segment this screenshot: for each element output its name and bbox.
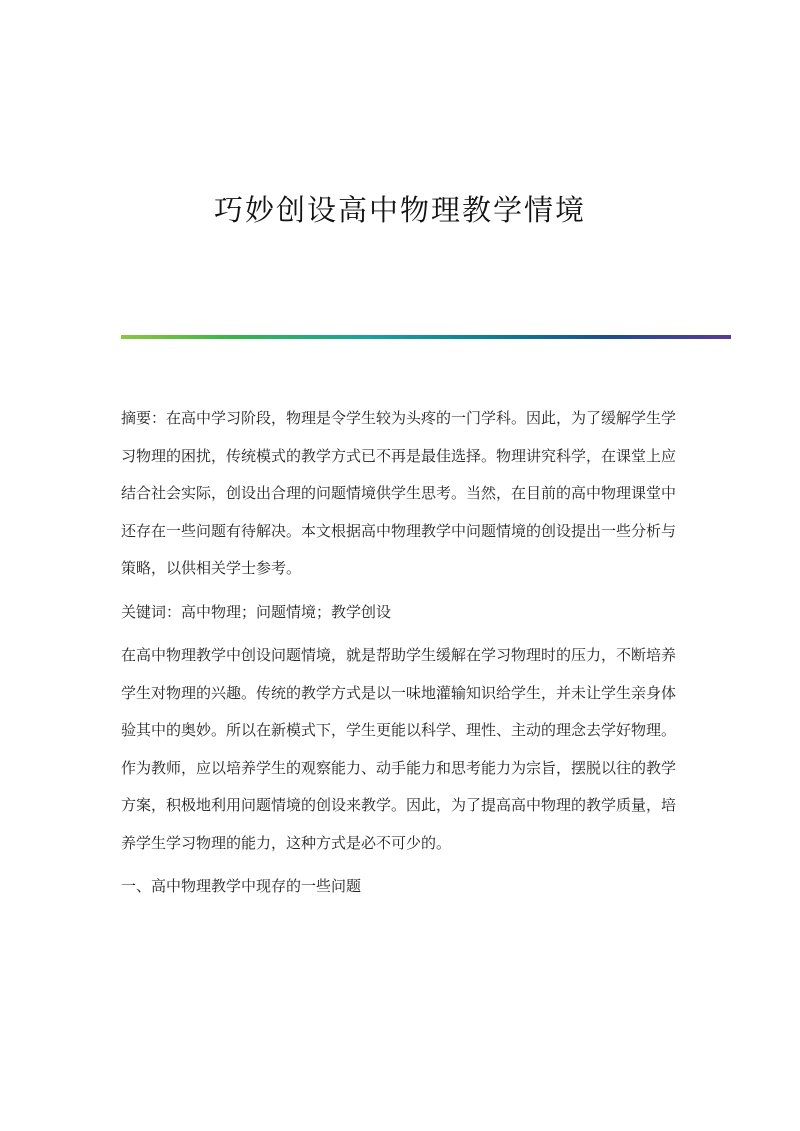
keywords-text: 高中物理；问题情境；教学创设	[181, 602, 392, 621]
keywords-paragraph	[121, 594, 677, 632]
title-divider	[121, 335, 731, 339]
section-heading: 一、高中物理教学中现存的一些问题	[121, 877, 362, 895]
document-body	[121, 400, 677, 906]
intro-paragraph: 在高中物理教学中创设问题情境，就是帮助学生缓解在学习物理时的压力，不断培养学生对物理的兴趣。传统的教学方式是以一味地灌输知识给学生，并未让学生亲身体验其中的奥妙。所以在新模式下，学生更能以科学、理性、主动的理念去学好物理。作为教师，应以培养学生的观察能力、动手能力和思考能力为宗旨，摆脱以往的教学方案，积极地利用问题情境的创设来教学。因此，为了提高高中物理的教学质量，培养学生学习物理的能力，这种方式是必不可少的。	[121, 646, 677, 852]
abstract-paragraph	[121, 400, 677, 588]
abstract-label: 摘要：	[121, 409, 167, 427]
abstract-text: 在高中学习阶段，物理是令学生较为头疼的一门学科。因此，为了缓解学生学习物理的困扰，传统模式的教学方式已不再是最佳选择。物理讲究科学，在课堂上应结合社会实际，创设出合理的问题情境供学生思考。当然，在目前的高中物理课堂中还存在一些问题有待解决。本文根据高中物理教学中问题情境的创设提出一些分析与策略，以供相关学士参考。	[121, 409, 677, 577]
keywords-label: 关键词：	[121, 602, 182, 621]
document-title: 巧妙创设高中物理教学情境	[213, 193, 586, 227]
